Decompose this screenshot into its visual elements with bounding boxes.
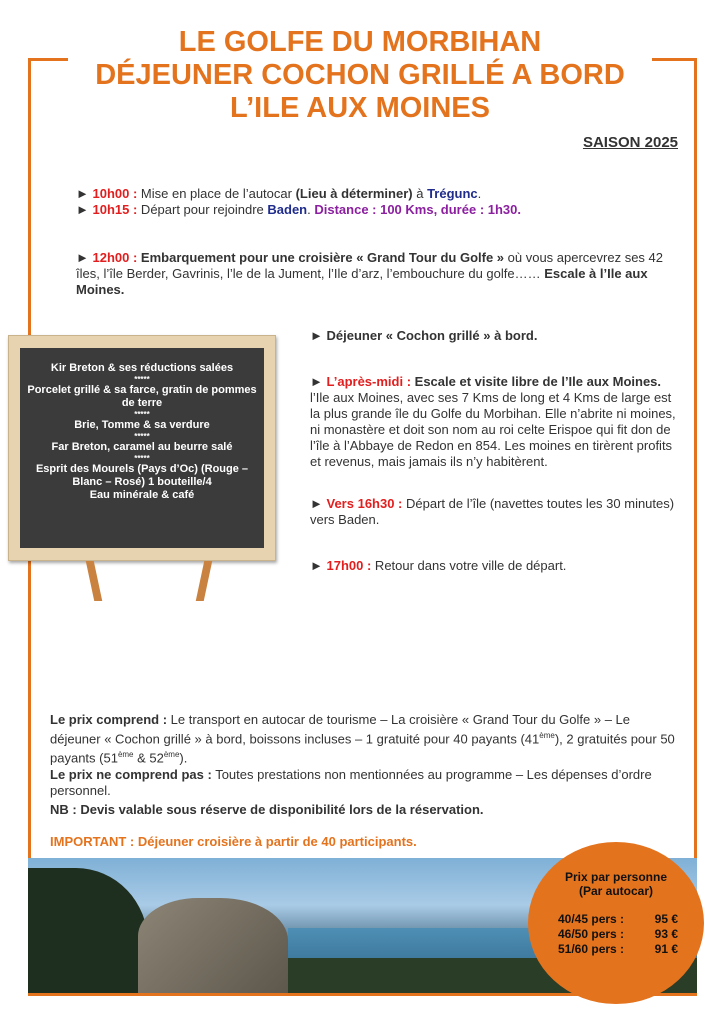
step-text: Mise en place de l’autocar bbox=[137, 186, 296, 201]
triangle-bullet-icon: ► bbox=[76, 250, 89, 265]
price-row-label: 51/60 pers : bbox=[558, 942, 625, 956]
triangle-bullet-icon: ► bbox=[310, 496, 323, 511]
triangle-bullet-icon: ► bbox=[76, 186, 89, 201]
price-row bbox=[558, 912, 678, 926]
title-line-3: L’ILE AUX MOINES bbox=[230, 92, 490, 124]
step-time: 17h00 : bbox=[326, 558, 372, 573]
step-time: 12h00 : bbox=[92, 250, 138, 265]
program-step-1700 bbox=[310, 558, 680, 574]
photo-rock bbox=[138, 898, 288, 993]
includes-label: Le prix comprend : bbox=[50, 712, 168, 727]
step-time: 10h00 : bbox=[92, 186, 138, 201]
price-title-line-1: Prix par personne bbox=[564, 870, 668, 884]
step-text: . bbox=[477, 186, 482, 201]
price-row-value: 95 € bbox=[654, 912, 678, 926]
menu-item: Eau minérale & café bbox=[89, 489, 195, 501]
program-step-afternoon bbox=[310, 374, 680, 470]
menu-separator: ***** bbox=[134, 454, 150, 463]
triangle-bullet-icon: ► bbox=[310, 328, 323, 343]
title-line-2: DÉJEUNER COCHON GRILLÉ A BORD bbox=[95, 59, 625, 91]
excludes-label: Le prix ne comprend pas : bbox=[50, 766, 212, 782]
menu-item: Far Breton, caramel au beurre salé bbox=[51, 441, 233, 453]
includes-text: ). bbox=[179, 750, 188, 766]
step-time: Vers 16h30 : bbox=[326, 496, 403, 511]
superscript: ème bbox=[539, 731, 555, 740]
menu-item: Esprit des Mourels (Pays d’Oc) (Rouge – Blanc – Rosé) 1 bouteille/4 bbox=[35, 463, 249, 488]
price-includes bbox=[50, 712, 678, 799]
title-line-1: LE GOLFE DU MORBIHAN bbox=[178, 26, 542, 58]
step-time: 10h15 : bbox=[92, 202, 138, 217]
important-note: IMPORTANT : Déjeuner croisière à partir de 40 participants. bbox=[50, 834, 417, 849]
easel-leg-right bbox=[196, 561, 213, 601]
step-text: Retour dans votre ville de départ. bbox=[371, 558, 567, 573]
triangle-bullet-icon: ► bbox=[76, 202, 89, 217]
step-time: L’après-midi : bbox=[326, 374, 412, 389]
step-text: à bbox=[412, 186, 428, 201]
includes-text: & 52 bbox=[133, 750, 164, 766]
menu-separator: ***** bbox=[134, 410, 150, 419]
page-title bbox=[60, 26, 660, 125]
price-row-value: 93 € bbox=[654, 927, 678, 941]
step-bold: Embarquement pour une croisière « Grand Tour du Golfe » bbox=[137, 250, 505, 265]
step-text: où vous apercevrez ses 42 îles, l’île Berder, Gavrinis, l’le de la Jument, l’Ile d’arz, l’embouchure du golfe…… bbox=[76, 250, 664, 281]
step-place: Baden bbox=[267, 202, 308, 217]
triangle-bullet-icon: ► bbox=[310, 374, 323, 389]
program-step-1630 bbox=[310, 496, 680, 528]
menu-item: Brie, Tomme & sa verdure bbox=[74, 419, 210, 431]
program-step-1200 bbox=[76, 250, 666, 298]
step-distance: Distance : 100 Kms, durée : 1h30. bbox=[314, 202, 522, 217]
step-bold: Escale et visite libre de l’Ile aux Moines. bbox=[411, 374, 662, 389]
menu-item: Porcelet grillé & sa farce, gratin de pommes de terre bbox=[27, 384, 257, 409]
price-row-label: 46/50 pers : bbox=[558, 927, 625, 941]
frame-right bbox=[694, 58, 697, 996]
price-badge bbox=[528, 842, 704, 1004]
superscript: ème bbox=[117, 750, 134, 760]
menu-separator: ***** bbox=[134, 432, 150, 441]
season-label: SAISON 2025 bbox=[582, 134, 678, 151]
menu-board bbox=[20, 348, 264, 548]
price-row-value: 91 € bbox=[654, 942, 678, 956]
superscript: ème bbox=[163, 750, 180, 760]
photo-trees bbox=[28, 868, 148, 993]
includes-text: ), 2 gratuités pour 50 payants (51 bbox=[50, 731, 675, 766]
easel-leg-left bbox=[86, 561, 103, 601]
nb-note: NB : Devis valable sous réserve de disponibilité lors de la réservation. bbox=[50, 802, 484, 817]
menu-separator: ***** bbox=[134, 375, 150, 384]
program-step-1015 bbox=[76, 202, 666, 218]
program-step-1000 bbox=[76, 186, 666, 202]
excludes-text: Toutes prestations non mentionnées au programme – Les dépenses d’ordre personnel. bbox=[50, 766, 652, 798]
step-text: Départ pour rejoindre bbox=[137, 202, 268, 217]
triangle-bullet-icon: ► bbox=[310, 558, 323, 573]
price-row-label: 40/45 pers : bbox=[558, 912, 625, 926]
price-title-line-2: (Par autocar) bbox=[578, 884, 654, 898]
step-text: Départ de l’île (navettes toutes les 30 minutes) vers Baden. bbox=[310, 496, 675, 527]
price-row bbox=[558, 927, 678, 941]
program-step-lunch bbox=[310, 328, 680, 344]
step-bold: Escale à l’Ile aux Moines. bbox=[76, 266, 648, 297]
price-row bbox=[558, 942, 678, 956]
step-place: Trégunc bbox=[427, 186, 478, 201]
step-text: . bbox=[307, 202, 315, 217]
step-text: l’Ile aux Moines, avec ses 7 Kms de long et 4 Kms de large est la plus grande île du Golfe du Morbihan. Elle n’abrite ni moines, ni monastère et doit son nom au roi celte Erispoe qui fit don de l’île à l’Abbaye de Redon en 854. Les moines en tirèrent profits et revenus, mais jamais ils n’y habitèrent. bbox=[310, 390, 676, 469]
includes-text: Le transport en autocar de tourisme – La croisière « Grand Tour du Golfe » – Le déjeuner « Cochon grillé » à bord, boissons incluses – 1 gratuité pour 40 payants (41 bbox=[50, 712, 631, 747]
menu-item: Kir Breton & ses réductions salées bbox=[50, 362, 234, 374]
step-bold: Déjeuner « Cochon grillé » à bord. bbox=[326, 328, 538, 343]
step-bold: (Lieu à déterminer) bbox=[295, 186, 413, 201]
price-title bbox=[528, 870, 704, 898]
